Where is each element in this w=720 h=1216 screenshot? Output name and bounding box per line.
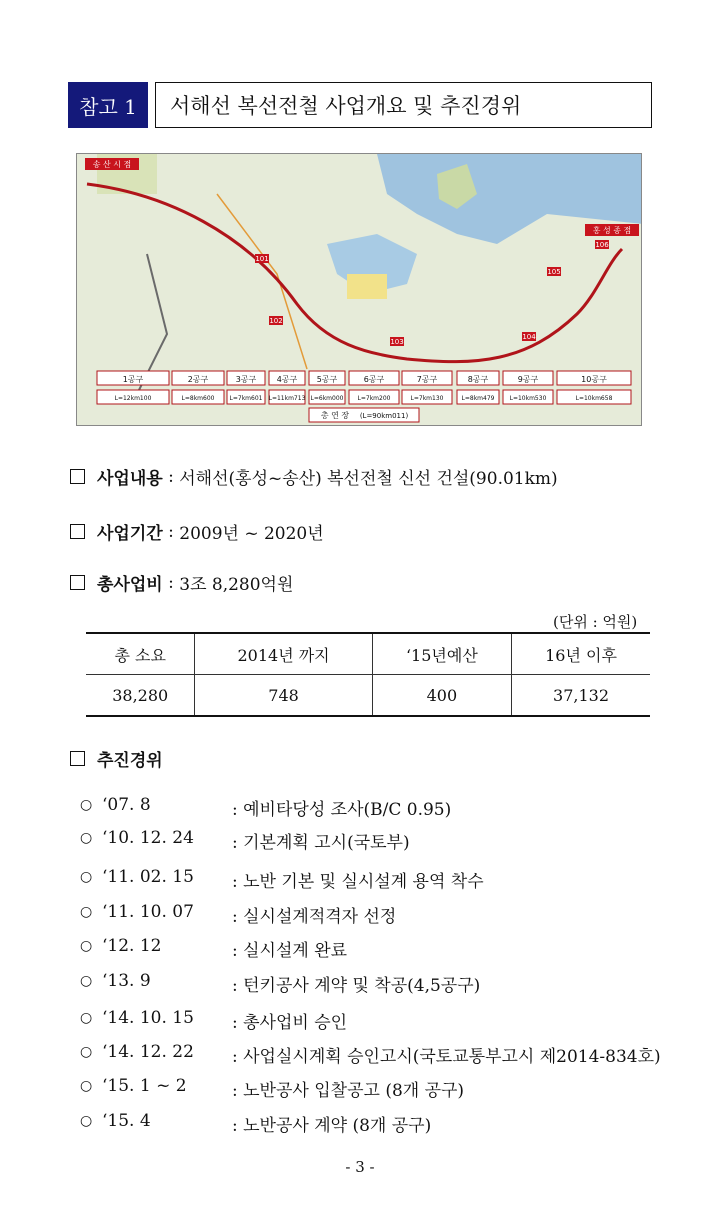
cost-value: 3조 8,280억원 (179, 575, 294, 595)
circle-bullet-icon: ○ (80, 797, 93, 813)
station-label: 101 (255, 255, 269, 263)
timeline-date: ‘10. 12. 24 (102, 828, 194, 848)
circle-bullet-icon: ○ (80, 1113, 93, 1129)
circle-bullet-icon: ○ (80, 1010, 93, 1026)
timeline-date: ‘12. 12 (102, 936, 162, 956)
section-name: 2공구 (187, 375, 209, 384)
timeline-desc: : 실시설계적격자 선정 (232, 907, 397, 927)
overview-period (70, 519, 324, 544)
circle-bullet-icon: ○ (80, 973, 93, 989)
circle-bullet-icon: ○ (80, 869, 93, 885)
timeline-date: ‘13. 9 (102, 971, 151, 991)
timeline-item (80, 828, 660, 852)
table-header-cell: ‘15년예산 (372, 633, 511, 675)
section-name: 3공구 (235, 375, 257, 384)
station-label: 106 (595, 241, 609, 249)
table-header-cell: 16년 이후 (512, 633, 650, 675)
overview-content (70, 464, 558, 489)
section-name: 10공구 (581, 375, 607, 384)
section-name: 4공구 (276, 375, 298, 384)
timeline-desc: : 노반공사 계약 (8개 공구) (232, 1116, 432, 1136)
page-title: 서해선 복선전철 사업개요 및 추진경위 (155, 82, 652, 128)
period-label: 사업기간 (97, 524, 163, 544)
timeline-desc: : 실시설계 완료 (232, 941, 348, 961)
table-header-cell: 2014년 까지 (195, 633, 372, 675)
timeline-desc: : 총사업비 승인 (232, 1013, 348, 1033)
checkbox-square-icon (70, 751, 85, 766)
timeline-item (80, 795, 660, 819)
circle-bullet-icon: ○ (80, 1044, 93, 1060)
circle-bullet-icon: ○ (80, 830, 93, 846)
circle-bullet-icon: ○ (80, 904, 93, 920)
overview-cost (70, 570, 293, 595)
table-cell: 400 (372, 675, 511, 717)
timeline-item (80, 1008, 660, 1032)
timeline-date: ‘11. 02. 15 (102, 867, 194, 887)
section-length: L=10km530 (509, 395, 547, 402)
section-name: 8공구 (467, 375, 489, 384)
unit-label: (단위 : 억원) (553, 613, 638, 631)
timeline-desc: : 턴키공사 계약 및 착공(4,5공구) (232, 976, 481, 996)
checkbox-square-icon (70, 524, 85, 539)
section-length: L=7km200 (357, 395, 391, 402)
checkbox-square-icon (70, 575, 85, 590)
separator: : (162, 521, 180, 542)
start-label: 송 산 시 점 (92, 160, 132, 169)
section-length: L=12km100 (114, 395, 152, 402)
table-row (86, 675, 650, 717)
timeline-desc: : 노반 기본 및 실시설계 용역 착수 (232, 872, 484, 892)
station-label: 103 (390, 338, 404, 346)
progress-heading (70, 746, 163, 771)
checkbox-square-icon (70, 469, 85, 484)
section-name: 6공구 (363, 375, 385, 384)
table-cell: 38,280 (86, 675, 195, 717)
table-cell: 37,132 (512, 675, 650, 717)
timeline-item (80, 936, 660, 960)
station-label: 102 (269, 317, 283, 325)
route-map (76, 153, 642, 426)
section-length: L=8km479 (461, 395, 495, 402)
timeline-date: ‘15. 1 ~ 2 (102, 1076, 187, 1096)
cost-label: 총사업비 (97, 575, 163, 595)
timeline-date: ‘11. 10. 07 (102, 902, 194, 922)
section-length: L=11km713 (268, 395, 306, 402)
total-length-label: 총 연 장 (320, 411, 350, 420)
circle-bullet-icon: ○ (80, 1078, 93, 1094)
station-label: 104 (522, 333, 536, 341)
table-header-cell: 총 소요 (86, 633, 195, 675)
timeline-item (80, 1076, 660, 1100)
section-length: L=10km658 (575, 395, 613, 402)
timeline-item (80, 867, 660, 891)
section-length: L=8km600 (181, 395, 215, 402)
section-name: 9공구 (517, 375, 539, 384)
budget-table (86, 632, 650, 717)
section-length: L=7km601 (229, 395, 263, 402)
timeline-item (80, 971, 660, 995)
timeline-item (80, 1042, 660, 1066)
content-label: 사업내용 (97, 469, 163, 489)
timeline-item (80, 902, 660, 926)
content-value: 서해선(홍성~송산) 복선전철 신선 건설(90.01km) (179, 469, 558, 489)
reference-tag: 참고 1 (68, 82, 148, 128)
separator: : (162, 572, 180, 593)
total-length-value: (L=90km011) (359, 412, 409, 420)
separator: : (162, 466, 180, 487)
section-name: 5공구 (316, 375, 338, 384)
end-label: 홍 성 종 점 (592, 226, 632, 235)
table-header-row (86, 633, 650, 675)
timeline-date: ‘07. 8 (102, 795, 151, 815)
section-length: L=6km000 (310, 395, 344, 402)
timeline-desc: : 기본계획 고시(국토부) (232, 833, 410, 853)
timeline-item (80, 1111, 660, 1135)
timeline-date: ‘14. 12. 22 (102, 1042, 194, 1062)
timeline-desc: : 예비타당성 조사(B/C 0.95) (232, 800, 452, 820)
timeline-desc: : 노반공사 입찰공고 (8개 공구) (232, 1081, 465, 1101)
station-label: 105 (547, 268, 561, 276)
page-number: - 3 - (345, 1158, 375, 1176)
timeline-date: ‘14. 10. 15 (102, 1008, 194, 1028)
section-name: 1공구 (122, 375, 144, 384)
timeline-desc: : 사업실시계획 승인고시(국토교통부고시 제2014-834호) (232, 1047, 661, 1067)
progress-title: 추진경위 (97, 751, 163, 771)
circle-bullet-icon: ○ (80, 938, 93, 954)
industrial-area (347, 274, 387, 299)
section-length: L=7km130 (410, 395, 444, 402)
section-name: 7공구 (416, 375, 438, 384)
table-cell: 748 (195, 675, 372, 717)
timeline-date: ‘15. 4 (102, 1111, 151, 1131)
period-value: 2009년 ~ 2020년 (179, 524, 324, 544)
